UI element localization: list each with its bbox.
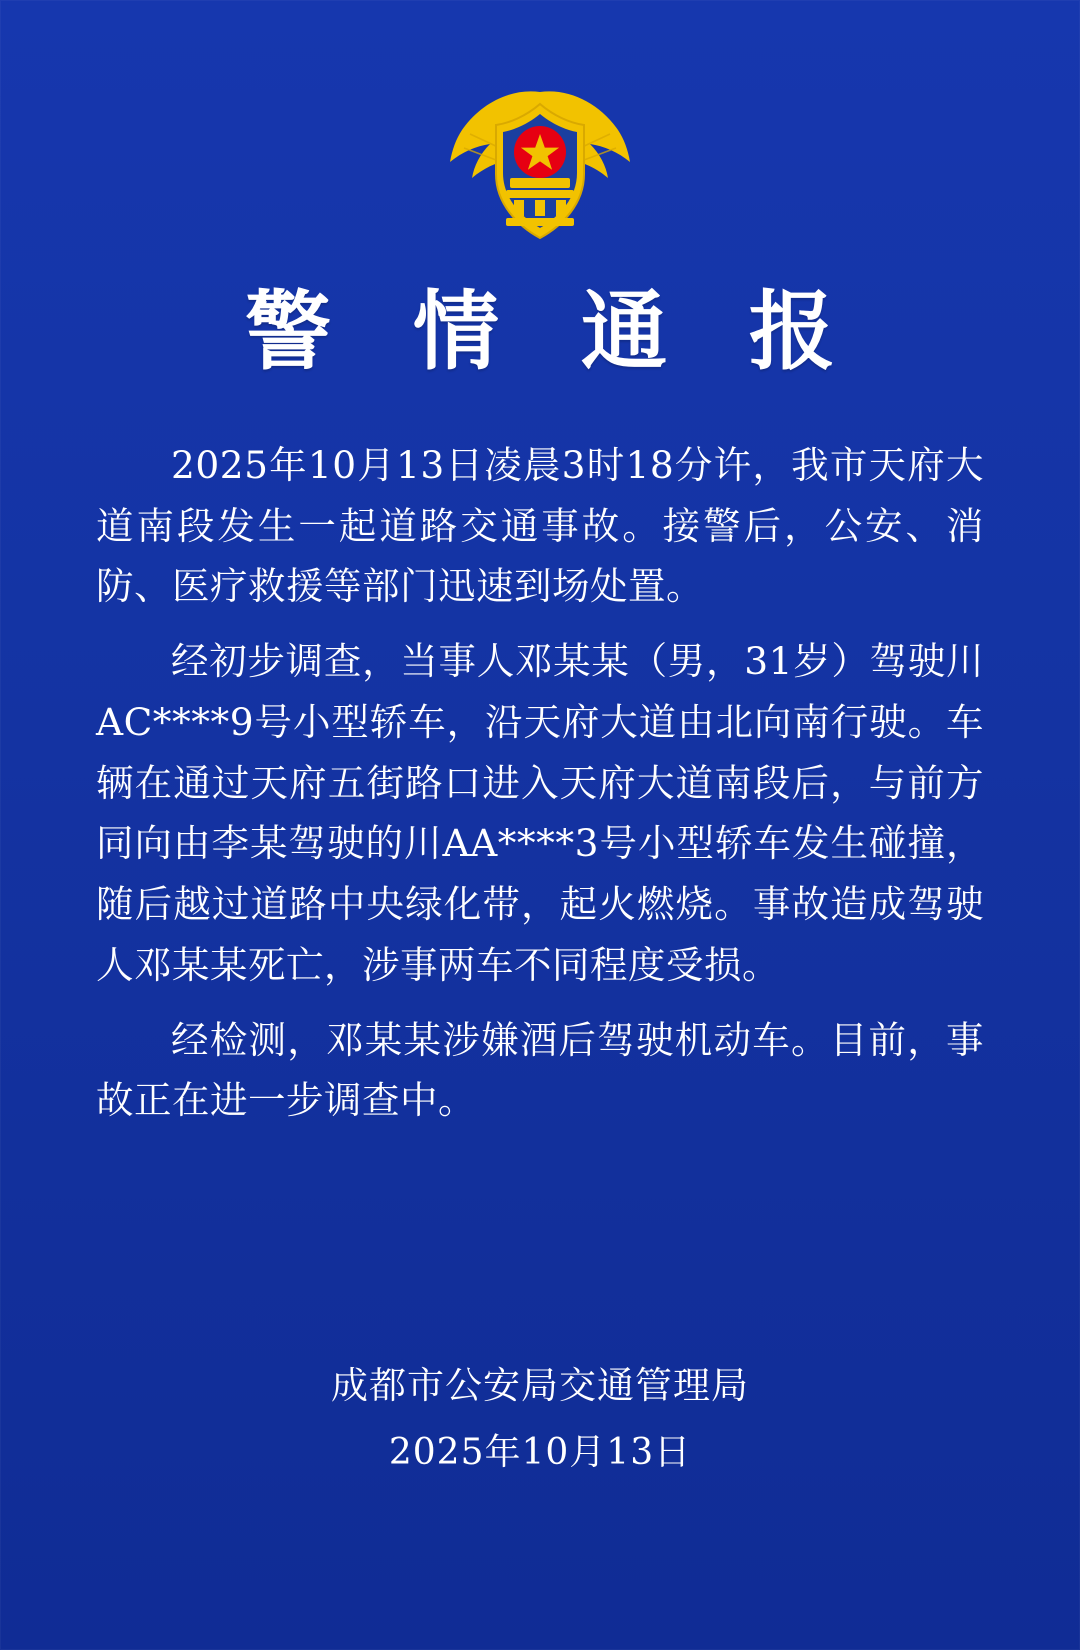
notice-paragraph-1: 2025年10月13日凌晨3时18分许，我市天府大道南段发生一起道路交通事故。接警后，公安、消防、医疗救援等部门迅速到场处置。 — [96, 442, 984, 609]
issue-date: 2025年10月13日 — [388, 1431, 692, 1473]
emblem-container — [0, 0, 1080, 253]
page-title: 警 情 通 报 — [245, 281, 861, 382]
notice-paragraph-2: 经初步调查，当事人邓某某（男，31岁）驾驶川AC****9号小型轿车，沿天府大道由北向南行驶。车辆在通过天府五街路口进入天府大道南段后，与前方同向由李某驾驶的川AA****3号小型轿车发生碰撞，随后越过道路中央绿化带，起火燃烧。事故造成驾驶人邓某某死亡，涉事两车不同程度受损。 — [96, 639, 984, 987]
notice-body — [96, 435, 984, 1131]
signature-block — [0, 1358, 1080, 1478]
china-police-emblem-icon — [440, 78, 640, 253]
issuing-organization: 成都市公安局交通管理局 — [331, 1364, 749, 1408]
notice-paragraph-3: 经检测，邓某某涉嫌酒后驾驶机动车。目前，事故正在进一步调查中。 — [96, 1017, 984, 1123]
